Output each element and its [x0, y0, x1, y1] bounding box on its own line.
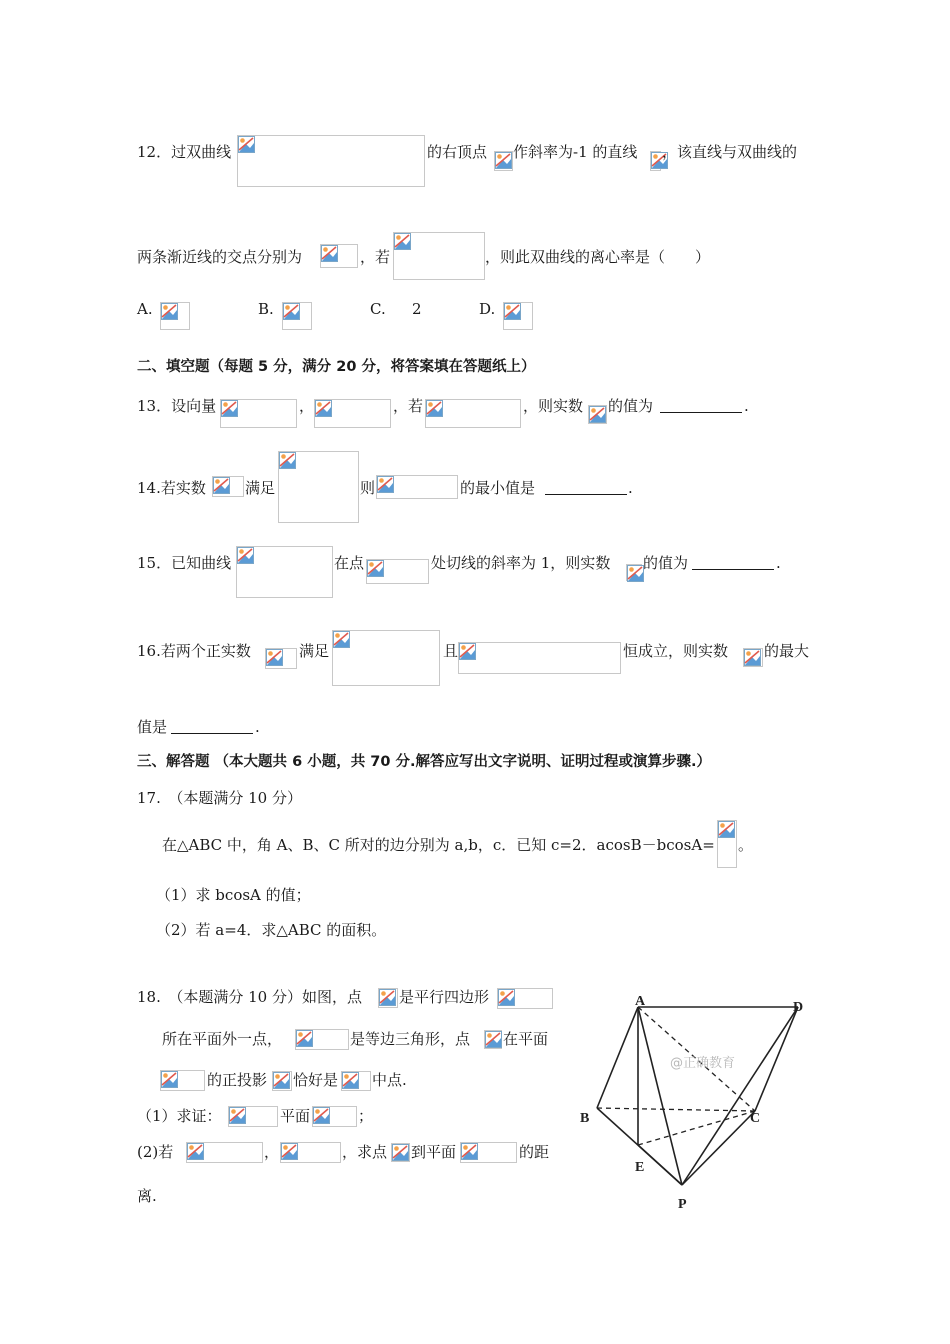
image-placeholder-icon: [229, 1107, 246, 1124]
q18-text-j: ；: [358, 1107, 374, 1125]
formula-xy-image: [212, 476, 244, 497]
q18-text-c: 所在平面外一点，: [162, 1030, 283, 1048]
image-placeholder-icon: [379, 989, 396, 1006]
q17-body-end: 。: [738, 836, 754, 854]
option-c-label: C.: [370, 300, 386, 318]
q15-text-d: 的值为: [643, 554, 689, 572]
q12-text-a: 12．过双曲线: [137, 143, 232, 161]
formula-param-image: [743, 648, 763, 667]
section-2-heading: 二、填空题（每题 5 分，满分 20 分，将答案填在答题纸上）: [137, 359, 536, 375]
formula-vector-a-image: [220, 399, 297, 428]
q18-text-f: 的正投影: [207, 1071, 268, 1089]
option-c-value: 2: [412, 300, 422, 318]
image-placeholder-icon: [221, 400, 238, 417]
image-placeholder-icon: [281, 1143, 298, 1160]
image-placeholder-icon: [187, 1143, 204, 1160]
q14-text-e: .: [628, 479, 633, 497]
formula-point-image: [366, 559, 429, 584]
q17-part-1: （1）求 bcosA 的值；: [156, 886, 311, 904]
option-a-label: A.: [137, 300, 153, 318]
vertex-label-c: C: [750, 1111, 761, 1126]
formula-cond-2-image: [280, 1142, 341, 1163]
image-placeholder-icon: [279, 452, 296, 469]
formula-vector-cond-image: [425, 399, 521, 428]
formula-plane-image: [312, 1106, 357, 1127]
vertex-label-b: B: [580, 1111, 590, 1126]
image-placeholder-icon: [238, 136, 255, 153]
q13-text-d: ，则实数: [523, 397, 584, 415]
answer-blank-16: [171, 718, 253, 734]
q16-text-a: 16.若两个正实数: [137, 642, 251, 660]
q16-text-f: 值是: [137, 718, 168, 736]
q15-text-b: 在点: [334, 554, 365, 572]
image-placeholder-icon: [459, 643, 476, 660]
image-placeholder-icon: [589, 406, 606, 423]
image-placeholder-icon: [426, 400, 443, 417]
formula-abcd-image: [497, 988, 553, 1009]
q18-text-b: 是平行四边形: [399, 988, 490, 1006]
q16-text-c: 且: [443, 642, 459, 660]
option-d-label: D.: [479, 300, 496, 318]
q12-text-d: ，该直线与双曲线的: [662, 143, 798, 161]
image-placeholder-icon: [161, 1071, 178, 1088]
formula-objective-image: [376, 475, 458, 499]
image-placeholder-icon: [315, 400, 332, 417]
answer-blank-14: [545, 479, 627, 495]
q16-text-d: 恒成立，则实数: [623, 642, 729, 660]
formula-point-image: [391, 1143, 410, 1162]
q16-text-e: 的最大: [764, 642, 810, 660]
q15-text-a: 15．已知曲线: [137, 554, 232, 572]
q16-text-b: 满足: [299, 642, 330, 660]
formula-inequality-image: [458, 642, 621, 674]
vertex-label-d: D: [793, 1000, 804, 1015]
formula-points-image: [320, 244, 358, 268]
q16-text-g: .: [255, 718, 260, 736]
option-d-image: [503, 302, 533, 330]
q14-text-c: 则: [360, 479, 376, 497]
formula-var-image: [588, 405, 607, 424]
q15-text-e: .: [776, 554, 781, 572]
image-placeholder-icon: [313, 1107, 330, 1124]
q18-text-d: 是等边三角形，点: [350, 1030, 471, 1048]
formula-point-image: [484, 1030, 502, 1049]
image-placeholder-icon: [461, 1143, 478, 1160]
q14-text-b: 满足: [245, 479, 276, 497]
image-placeholder-icon: [377, 476, 394, 493]
image-placeholder-icon: [504, 303, 521, 320]
option-b-image: [282, 302, 312, 330]
edge-ap: [638, 1007, 682, 1185]
image-placeholder-icon: [266, 649, 283, 666]
q13-text-f: .: [744, 397, 749, 415]
formula-hyperbola-image: [237, 135, 425, 187]
edge-ab: [597, 1007, 638, 1108]
image-placeholder-icon: [333, 631, 350, 648]
pyramid-figure: [575, 995, 820, 1215]
formula-proj-image: [272, 1071, 292, 1091]
q18-text-n: 的距: [519, 1143, 550, 1161]
option-b-label: B.: [258, 300, 274, 318]
q14-text-a: 14.若实数: [137, 479, 206, 497]
image-placeholder-icon: [367, 560, 384, 577]
image-placeholder-icon: [296, 1030, 313, 1047]
q12-text-e: 两条渐近线的交点分别为: [137, 248, 303, 266]
formula-xy-image: [265, 648, 297, 669]
image-placeholder-icon: [498, 989, 515, 1006]
image-placeholder-icon: [161, 303, 178, 320]
formula-point-p-image: [378, 988, 398, 1008]
q12-text-b: 的右顶点: [427, 143, 488, 161]
vertex-label-e: E: [635, 1160, 645, 1175]
formula-triangle-image: [295, 1029, 349, 1050]
formula-constraints-image: [278, 451, 359, 523]
vertex-label-p: P: [678, 1197, 687, 1212]
q18-text-h: 中点.: [372, 1071, 407, 1089]
watermark-text: @正确教育: [670, 1056, 736, 1071]
image-placeholder-icon: [237, 547, 254, 564]
q12-text-f: ，若: [360, 248, 391, 266]
q18-text-e: 在平面: [503, 1030, 549, 1048]
q18-part-2: (2)若: [137, 1143, 174, 1161]
image-placeholder-icon: [273, 1072, 290, 1089]
edge-dp: [682, 1007, 798, 1185]
formula-vertex-image: [494, 151, 513, 171]
q13-text-e: 的值为: [608, 397, 654, 415]
image-placeholder-icon: [394, 233, 411, 250]
edge-ep: [638, 1145, 682, 1185]
formula-plane-image: [160, 1070, 205, 1091]
q18-text-a: 18. （本题满分 10 分）如图，点: [137, 988, 362, 1006]
image-placeholder-icon: [283, 303, 300, 320]
q17-body: 在△ABC 中，角 A、B、C 所对的边分别为 a,b，c．已知 c=2．acosB－bcosA=: [162, 836, 715, 854]
formula-param-image: [626, 564, 642, 581]
q15-text-c: 处切线的斜率为 1，则实数: [431, 554, 611, 572]
option-a-image: [160, 302, 190, 330]
image-placeholder-icon: [627, 565, 644, 582]
formula-curve-image: [236, 546, 333, 598]
q18-text-o: 离.: [137, 1187, 157, 1205]
image-placeholder-icon: [392, 1144, 409, 1161]
q18-part-1: （1）求证：: [137, 1107, 222, 1125]
q13-text-b: ，: [299, 397, 315, 415]
q12-text-g: ，则此双曲线的离心率是（ ）: [485, 248, 711, 266]
image-placeholder-icon: [495, 152, 512, 169]
formula-line-image: [650, 151, 661, 171]
formula-cond-1-image: [186, 1142, 263, 1163]
formula-plane-image: [460, 1142, 517, 1163]
q14-text-d: 的最小值是: [460, 479, 536, 497]
image-placeholder-icon: [213, 477, 230, 494]
formula-segment-image: [341, 1071, 371, 1091]
edge-dc: [755, 1007, 798, 1111]
q13-text-c: ，若: [393, 397, 424, 415]
q13-text-a: 13．设向量: [137, 397, 217, 415]
formula-line-image: [228, 1106, 278, 1127]
answer-blank-13: [660, 397, 742, 413]
image-placeholder-icon: [321, 245, 338, 262]
vertex-label-a: A: [635, 995, 646, 1009]
q18-text-m: 到平面: [411, 1143, 457, 1161]
formula-vector-b-image: [314, 399, 391, 428]
q18-text-k: ，: [264, 1143, 280, 1161]
section-3-heading: 三、解答题 （本大题共 6 小题，共 70 分.解答应写出文字说明、证明过程或演算步骤.）: [137, 754, 712, 770]
image-placeholder-icon: [718, 821, 735, 838]
image-placeholder-icon: [485, 1031, 502, 1048]
q17-part-2: （2）若 a=4．求△ABC 的面积。: [156, 921, 387, 939]
q18-text-i: 平面: [280, 1107, 311, 1125]
answer-blank-15: [692, 554, 774, 570]
formula-condition-image: [332, 630, 440, 686]
formula-value-image: [717, 820, 737, 868]
q18-text-l: ，求点: [342, 1143, 388, 1161]
image-placeholder-icon: [342, 1072, 359, 1089]
formula-condition-image: [393, 232, 485, 280]
q18-text-g: 恰好是: [293, 1071, 339, 1089]
image-placeholder-icon: [744, 649, 761, 666]
q12-text-c: 作斜率为-1 的直线: [513, 143, 638, 161]
q17-heading: 17. （本题满分 10 分）: [137, 789, 302, 807]
